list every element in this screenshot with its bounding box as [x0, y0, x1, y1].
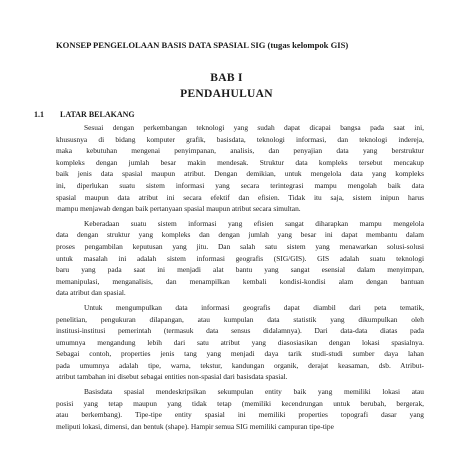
paragraph-line: ini, diperlukan suatu sistem informasi yang secara terintegrasi mampu mengolah baik data: [56, 180, 424, 190]
paragraph-line: Basisdata spasial mendeskripsikan sekumpulan entity baik yang memiliki lokasi atau: [84, 387, 424, 397]
paragraph-line: baru yang pada saat ini menjadi alat bantu yang sangat esensial dalam menyimpan,: [56, 265, 424, 275]
paragraph-line: meliputi lokasi, dimensi, dan bentuk (shape). Hampir semua SIG memiliki campuran tipe-tipe: [56, 421, 334, 431]
paragraph-line: maka kebutuhan mengenai penyimpanan, analisis, dan penyajian data yang berstruktur: [56, 146, 424, 156]
paragraph-line: penelitian, pengukuran dilapangan, atau kumpulan data statistik yang dikumpulkan oleh: [56, 314, 424, 324]
paragraph-line: baik jenis data spasial maupun atribut. Dengan demikian, untuk mengelola data yang kompleks: [56, 169, 424, 179]
paragraph-line: institusi-institusi pemerintah (termasuk data sensus didalamnya). Dari data-data diatas pada: [56, 326, 424, 336]
paragraph-line: memanipulasi, menganalisis, dan menampilkan kembali kondisi-kondisi alam dengan bantuan: [56, 276, 424, 286]
paragraph-line: khususnya di bidang komputer grafik, basisdata, teknologi informasi, dan teknologi indereja,: [56, 134, 424, 144]
paragraph-line: untuk masalah ini adalah sistem informasi geografis (SIG/GIS). GIS adalah suatu teknologi: [56, 253, 424, 263]
paragraph-line: pada umumnya adalah tipe, warna, tekstur, kandungan organik, derajat keasaman, dsb. Atribut-: [56, 360, 424, 370]
chapter-number: BAB I: [210, 72, 243, 84]
paragraph-line: Untuk mengumpulkan data informasi geografis dapat diambil dari peta tematik,: [84, 302, 424, 312]
paragraph-line: spasial maupun data atribut ini secara efektif dan efisien. Tidak itu saja, sistem inipun harus: [56, 192, 424, 202]
paragraph-line: mampu menjawab dengan baik pertanyaan spasial maupun atribut secara simultan.: [56, 204, 301, 214]
paragraph-line: proses pengambilan keputusan yang jitu. Dan salah satu sistem yang menawarkan solusi-solusi: [56, 241, 424, 251]
document-title: KONSEP PENGELOLAAN BASIS DATA SPASIAL SIG (tugas kelompok GIS): [56, 40, 349, 50]
paragraph-line: Sesuai dengan perkembangan teknologi yang sudah dapat dicapai bangsa pada saat ini,: [84, 123, 424, 132]
paragraph-line: Sebagai contoh, properties jenis tang yang menjadi daya tarik studi-studi sumber daya lahan: [56, 349, 424, 359]
paragraph-line: Keberadaan suatu sistem informasi yang efisien sangat diharapkan mampu mengelola: [84, 218, 424, 228]
chapter-title: PENDAHULUAN: [180, 88, 273, 100]
body-text: [56, 122, 424, 432]
paragraph-line: data atribut dan spasial.: [56, 288, 126, 298]
paragraph-line: umumnya mengandung lebih dari satu atribut yang diasosiasikan dengan lokasi spasialnya.: [56, 337, 424, 347]
paragraph-line: posisi yang tetap maupun yang tidak tetap (memiliki kecendrungan untuk berubah, bergerak,: [56, 398, 424, 408]
section-number: 1.1: [34, 110, 44, 119]
paragraph-line: atribut tambahan ini disebut sebagai entities non-spasial dari basisdata spasial.: [56, 372, 288, 382]
paragraph-line: atau berkembang). Tipe-tipe entity spasial ini memiliki properties topografi dasar yang: [56, 410, 424, 420]
paragraph-line: data dengan struktur yang kompleks dan dengan jumlah yang besar ini dapat membantu dalam: [56, 230, 424, 240]
paragraph-line: kompleks dengan jumlah besar makin mendesak. Struktur data kompleks tersebut mencakup: [56, 157, 424, 167]
section-title: LATAR BELAKANG: [60, 110, 135, 119]
